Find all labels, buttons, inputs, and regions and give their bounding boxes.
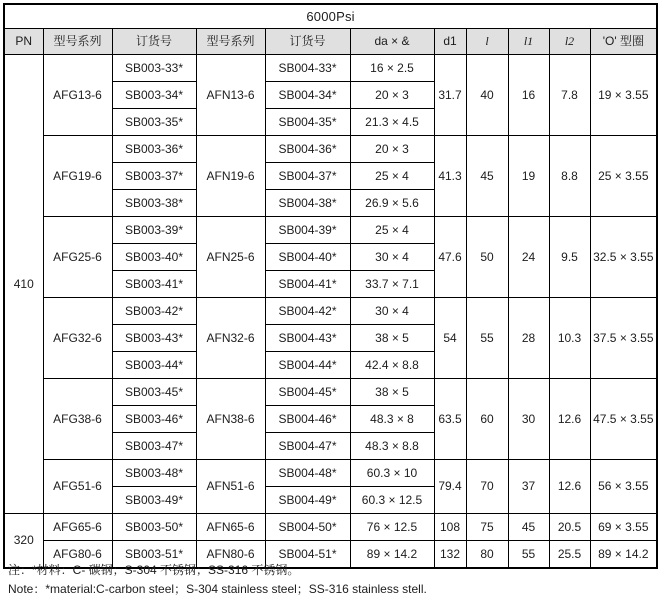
d1-cell: 41.3 bbox=[434, 136, 466, 217]
l1-cell: 45 bbox=[508, 514, 549, 541]
l-cell: 75 bbox=[466, 514, 508, 541]
d1-cell: 79.4 bbox=[434, 460, 466, 514]
order-no-sb004-cell: SB004-39* bbox=[265, 217, 350, 244]
da-size-cell: 20 × 3 bbox=[350, 82, 434, 109]
title-row bbox=[4, 4, 657, 29]
o-ring-cell: 32.5 × 3.55 bbox=[590, 217, 657, 298]
da-size-cell: 21.3 × 4.5 bbox=[350, 109, 434, 136]
series-afn-cell: AFN80-6 bbox=[196, 541, 265, 569]
table-row bbox=[4, 460, 657, 487]
l2-cell: 9.5 bbox=[549, 217, 590, 298]
table-title: 6000Psi bbox=[4, 4, 657, 29]
order-no-sb004-cell: SB004-33* bbox=[265, 55, 350, 82]
d1-cell: 31.7 bbox=[434, 55, 466, 136]
col-header-order-sb004: 订货号 bbox=[265, 29, 350, 55]
d1-cell: 54 bbox=[434, 298, 466, 379]
da-size-cell: 38 × 5 bbox=[350, 379, 434, 406]
d1-cell: 63.5 bbox=[434, 379, 466, 460]
table-row bbox=[4, 136, 657, 163]
series-afn-cell: AFN65-6 bbox=[196, 514, 265, 541]
l1-cell: 28 bbox=[508, 298, 549, 379]
d1-cell: 132 bbox=[434, 541, 466, 569]
order-no-sb003-cell: SB003-38* bbox=[112, 190, 196, 217]
header-row bbox=[4, 29, 657, 55]
order-no-sb003-cell: SB003-40* bbox=[112, 244, 196, 271]
o-ring-cell: 37.5 × 3.55 bbox=[590, 298, 657, 379]
pn-value-cell: 320 bbox=[4, 514, 43, 569]
l-cell: 60 bbox=[466, 379, 508, 460]
o-ring-cell: 47.5 × 3.55 bbox=[590, 379, 657, 460]
col-header-oring: 'O' 型圈 bbox=[590, 29, 657, 55]
order-no-sb003-cell: SB003-45* bbox=[112, 379, 196, 406]
l1-cell: 55 bbox=[508, 541, 549, 569]
series-afg-cell: AFG51-6 bbox=[43, 460, 112, 514]
l-cell: 50 bbox=[466, 217, 508, 298]
o-ring-cell: 25 × 3.55 bbox=[590, 136, 657, 217]
order-no-sb003-cell: SB003-41* bbox=[112, 271, 196, 298]
series-afg-cell: AFG38-6 bbox=[43, 379, 112, 460]
l2-cell: 12.6 bbox=[549, 460, 590, 514]
order-no-sb003-cell: SB003-50* bbox=[112, 514, 196, 541]
l-cell: 80 bbox=[466, 541, 508, 569]
table-row bbox=[4, 298, 657, 325]
order-no-sb004-cell: SB004-50* bbox=[265, 514, 350, 541]
l2-cell: 10.3 bbox=[549, 298, 590, 379]
da-size-cell: 48.3 × 8 bbox=[350, 406, 434, 433]
order-no-sb004-cell: SB004-36* bbox=[265, 136, 350, 163]
col-header-order-sb003: 订货号 bbox=[112, 29, 196, 55]
da-size-cell: 60.3 × 12.5 bbox=[350, 487, 434, 514]
l2-cell: 7.8 bbox=[549, 55, 590, 136]
da-size-cell: 20 × 3 bbox=[350, 136, 434, 163]
table-row bbox=[4, 217, 657, 244]
footnotes bbox=[8, 561, 427, 599]
l1-cell: 24 bbox=[508, 217, 549, 298]
da-size-cell: 25 × 4 bbox=[350, 163, 434, 190]
da-size-cell: 16 × 2.5 bbox=[350, 55, 434, 82]
l2-cell: 8.8 bbox=[549, 136, 590, 217]
series-afg-cell: AFG32-6 bbox=[43, 298, 112, 379]
order-no-sb004-cell: SB004-41* bbox=[265, 271, 350, 298]
order-no-sb004-cell: SB004-43* bbox=[265, 325, 350, 352]
o-ring-cell: 19 × 3.55 bbox=[590, 55, 657, 136]
da-size-cell: 30 × 4 bbox=[350, 298, 434, 325]
series-afg-cell: AFG65-6 bbox=[43, 514, 112, 541]
o-ring-cell: 89 × 14.2 bbox=[590, 541, 657, 569]
l-cell: 55 bbox=[466, 298, 508, 379]
order-no-sb003-cell: SB003-47* bbox=[112, 433, 196, 460]
order-no-sb003-cell: SB003-34* bbox=[112, 82, 196, 109]
col-header-series-afg: 型号系列 bbox=[43, 29, 112, 55]
table-row bbox=[4, 514, 657, 541]
order-no-sb003-cell: SB003-39* bbox=[112, 217, 196, 244]
da-size-cell: 48.3 × 8.8 bbox=[350, 433, 434, 460]
order-no-sb004-cell: SB004-45* bbox=[265, 379, 350, 406]
series-afn-cell: AFN25-6 bbox=[196, 217, 265, 298]
order-no-sb004-cell: SB004-49* bbox=[265, 487, 350, 514]
series-afn-cell: AFN19-6 bbox=[196, 136, 265, 217]
col-header-d1: d1 bbox=[434, 29, 466, 55]
footnote-chinese: 注：*材料：C- 碳钢；S-304 不锈钢；SS-316 不锈钢。 bbox=[8, 563, 300, 577]
l1-cell: 19 bbox=[508, 136, 549, 217]
col-header-da: da × & bbox=[350, 29, 434, 55]
l1-cell: 16 bbox=[508, 55, 549, 136]
da-size-cell: 60.3 × 10 bbox=[350, 460, 434, 487]
order-no-sb003-cell: SB003-49* bbox=[112, 487, 196, 514]
order-no-sb003-cell: SB003-37* bbox=[112, 163, 196, 190]
order-no-sb004-cell: SB004-35* bbox=[265, 109, 350, 136]
l2-cell: 20.5 bbox=[549, 514, 590, 541]
order-no-sb004-cell: SB004-48* bbox=[265, 460, 350, 487]
o-ring-cell: 69 × 3.55 bbox=[590, 514, 657, 541]
col-header-pn: PN bbox=[4, 29, 43, 55]
series-afn-cell: AFN32-6 bbox=[196, 298, 265, 379]
col-header-l2: l2 bbox=[549, 29, 590, 55]
order-no-sb003-cell: SB003-48* bbox=[112, 460, 196, 487]
spec-table bbox=[3, 3, 658, 569]
order-no-sb004-cell: SB004-40* bbox=[265, 244, 350, 271]
table-row bbox=[4, 55, 657, 82]
series-afn-cell: AFN38-6 bbox=[196, 379, 265, 460]
order-no-sb004-cell: SB004-44* bbox=[265, 352, 350, 379]
l-cell: 40 bbox=[466, 55, 508, 136]
da-size-cell: 89 × 14.2 bbox=[350, 541, 434, 569]
order-no-sb004-cell: SB004-38* bbox=[265, 190, 350, 217]
col-header-l: l bbox=[466, 29, 508, 55]
order-no-sb004-cell: SB004-46* bbox=[265, 406, 350, 433]
series-afg-cell: AFG25-6 bbox=[43, 217, 112, 298]
order-no-sb003-cell: SB003-46* bbox=[112, 406, 196, 433]
order-no-sb004-cell: SB004-51* bbox=[265, 541, 350, 569]
col-header-series-afn: 型号系列 bbox=[196, 29, 265, 55]
order-no-sb004-cell: SB004-34* bbox=[265, 82, 350, 109]
footnote-english: Note：*material:C-carbon steel；S-304 stainless steel；SS-316 stainless stell. bbox=[8, 582, 427, 596]
da-size-cell: 25 × 4 bbox=[350, 217, 434, 244]
l-cell: 70 bbox=[466, 460, 508, 514]
order-no-sb003-cell: SB003-51* bbox=[112, 541, 196, 569]
da-size-cell: 76 × 12.5 bbox=[350, 514, 434, 541]
l-cell: 45 bbox=[466, 136, 508, 217]
l1-cell: 30 bbox=[508, 379, 549, 460]
l1-cell: 37 bbox=[508, 460, 549, 514]
da-size-cell: 38 × 5 bbox=[350, 325, 434, 352]
series-afg-cell: AFG13-6 bbox=[43, 55, 112, 136]
da-size-cell: 42.4 × 8.8 bbox=[350, 352, 434, 379]
order-no-sb003-cell: SB003-33* bbox=[112, 55, 196, 82]
spec-table-wrap bbox=[3, 3, 658, 569]
order-no-sb003-cell: SB003-35* bbox=[112, 109, 196, 136]
series-afg-cell: AFG80-6 bbox=[43, 541, 112, 569]
order-no-sb003-cell: SB003-36* bbox=[112, 136, 196, 163]
l2-cell: 12.6 bbox=[549, 379, 590, 460]
da-size-cell: 26.9 × 5.6 bbox=[350, 190, 434, 217]
order-no-sb004-cell: SB004-42* bbox=[265, 298, 350, 325]
o-ring-cell: 56 × 3.55 bbox=[590, 460, 657, 514]
order-no-sb004-cell: SB004-47* bbox=[265, 433, 350, 460]
series-afn-cell: AFN51-6 bbox=[196, 460, 265, 514]
order-no-sb003-cell: SB003-42* bbox=[112, 298, 196, 325]
d1-cell: 108 bbox=[434, 514, 466, 541]
l2-cell: 25.5 bbox=[549, 541, 590, 569]
col-header-l1: l1 bbox=[508, 29, 549, 55]
d1-cell: 47.6 bbox=[434, 217, 466, 298]
order-no-sb003-cell: SB003-44* bbox=[112, 352, 196, 379]
series-afg-cell: AFG19-6 bbox=[43, 136, 112, 217]
da-size-cell: 33.7 × 7.1 bbox=[350, 271, 434, 298]
series-afn-cell: AFN13-6 bbox=[196, 55, 265, 136]
pn-value-cell: 410 bbox=[4, 55, 43, 514]
da-size-cell: 30 × 4 bbox=[350, 244, 434, 271]
table-row bbox=[4, 379, 657, 406]
order-no-sb003-cell: SB003-43* bbox=[112, 325, 196, 352]
order-no-sb004-cell: SB004-37* bbox=[265, 163, 350, 190]
